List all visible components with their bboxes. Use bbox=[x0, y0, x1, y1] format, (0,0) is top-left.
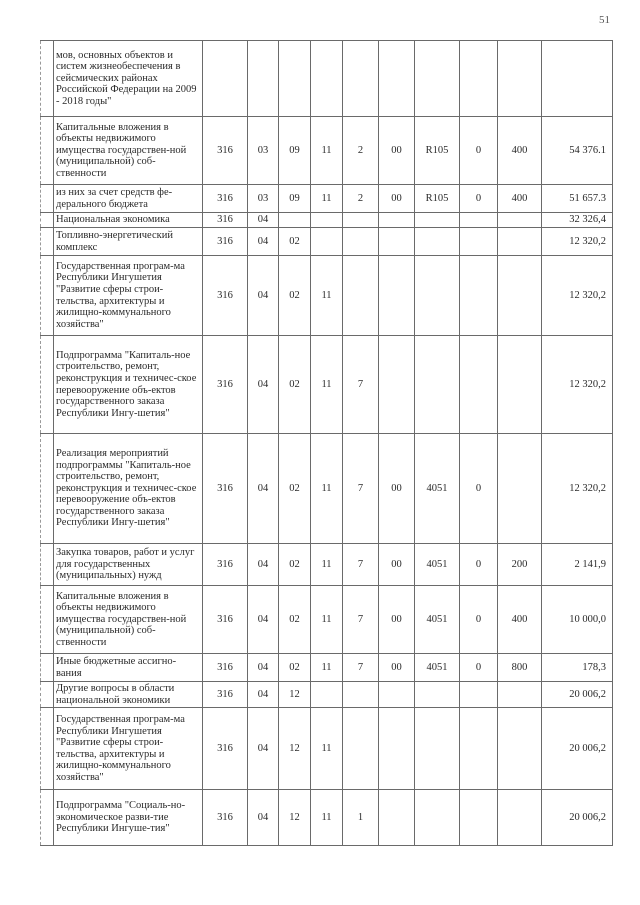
row-margin-cell bbox=[41, 586, 54, 654]
row-program bbox=[311, 682, 343, 708]
row-amount: 32 326,4 bbox=[542, 213, 613, 228]
row-subsection: 02 bbox=[279, 654, 311, 682]
row-direction bbox=[415, 41, 460, 117]
row-main-event: 00 bbox=[379, 185, 415, 213]
row-amount bbox=[542, 41, 613, 117]
row-admin-code: 316 bbox=[203, 434, 248, 544]
row-program: 11 bbox=[311, 117, 343, 185]
row-amount: 178,3 bbox=[542, 654, 613, 682]
row-admin-code: 316 bbox=[203, 654, 248, 682]
row-subsection: 12 bbox=[279, 708, 311, 790]
row-subsection: 09 bbox=[279, 185, 311, 213]
row-section: 04 bbox=[248, 228, 279, 256]
row-direction: 4051 bbox=[415, 654, 460, 682]
row-name: Капитальные вложения в объекты недвижимого имущества государствен-ной (муниципальной) соб-ственности bbox=[54, 586, 203, 654]
row-subsection: 09 bbox=[279, 117, 311, 185]
row-direction: 4051 bbox=[415, 586, 460, 654]
table-row bbox=[41, 708, 613, 790]
row-margin-cell bbox=[41, 41, 54, 117]
row-subsection: 02 bbox=[279, 586, 311, 654]
row-subsection bbox=[279, 213, 311, 228]
row-name: Государственная програм-ма Республики Ингушетия "Развитие сферы строи-тельства, архитектуры и жилищно-коммунального хозяйства" bbox=[54, 708, 203, 790]
row-expense-type bbox=[498, 41, 542, 117]
row-subprogram bbox=[343, 213, 379, 228]
row-subprogram: 2 bbox=[343, 117, 379, 185]
row-program: 11 bbox=[311, 256, 343, 336]
row-admin-code: 316 bbox=[203, 682, 248, 708]
row-margin-cell bbox=[41, 682, 54, 708]
row-admin-code: 316 bbox=[203, 708, 248, 790]
row-subsection bbox=[279, 41, 311, 117]
row-program: 11 bbox=[311, 336, 343, 434]
row-subsection: 02 bbox=[279, 228, 311, 256]
row-name: мов, основных объектов и систем жизнеобеспечения в сейсмических районах Российской Федерации на 2009 - 2018 годы" bbox=[54, 41, 203, 117]
row-subsection: 02 bbox=[279, 336, 311, 434]
row-subprogram bbox=[343, 682, 379, 708]
row-margin-cell bbox=[41, 256, 54, 336]
row-margin-cell bbox=[41, 790, 54, 846]
row-amount: 54 376.1 bbox=[542, 117, 613, 185]
row-event bbox=[460, 336, 498, 434]
row-event bbox=[460, 228, 498, 256]
row-section: 04 bbox=[248, 434, 279, 544]
table-row bbox=[41, 434, 613, 544]
row-section: 04 bbox=[248, 336, 279, 434]
row-admin-code: 316 bbox=[203, 228, 248, 256]
row-direction bbox=[415, 256, 460, 336]
row-direction: R105 bbox=[415, 185, 460, 213]
row-subsection: 12 bbox=[279, 790, 311, 846]
table-row bbox=[41, 336, 613, 434]
row-main-event bbox=[379, 682, 415, 708]
row-section: 03 bbox=[248, 185, 279, 213]
row-margin-cell bbox=[41, 708, 54, 790]
row-direction: R105 bbox=[415, 117, 460, 185]
row-direction bbox=[415, 336, 460, 434]
row-amount: 12 320,2 bbox=[542, 336, 613, 434]
row-main-event bbox=[379, 213, 415, 228]
row-margin-cell bbox=[41, 117, 54, 185]
row-amount: 12 320,2 bbox=[542, 434, 613, 544]
row-section: 04 bbox=[248, 654, 279, 682]
row-expense-type: 200 bbox=[498, 544, 542, 586]
table-row bbox=[41, 256, 613, 336]
row-name: Другие вопросы в области национальной экономики bbox=[54, 682, 203, 708]
row-event: 0 bbox=[460, 544, 498, 586]
row-event: 0 bbox=[460, 586, 498, 654]
row-expense-type bbox=[498, 790, 542, 846]
row-expense-type bbox=[498, 708, 542, 790]
row-admin-code: 316 bbox=[203, 586, 248, 654]
row-program: 11 bbox=[311, 544, 343, 586]
row-subprogram bbox=[343, 228, 379, 256]
page-number: 51 bbox=[599, 14, 610, 26]
row-program: 11 bbox=[311, 586, 343, 654]
row-expense-type bbox=[498, 434, 542, 544]
row-main-event: 00 bbox=[379, 117, 415, 185]
row-margin-cell bbox=[41, 213, 54, 228]
row-section: 04 bbox=[248, 790, 279, 846]
row-amount: 12 320,2 bbox=[542, 228, 613, 256]
table-row bbox=[41, 654, 613, 682]
row-margin-cell bbox=[41, 544, 54, 586]
row-direction: 4051 bbox=[415, 434, 460, 544]
row-amount: 20 006,2 bbox=[542, 682, 613, 708]
row-admin-code: 316 bbox=[203, 790, 248, 846]
row-event: 0 bbox=[460, 654, 498, 682]
row-subprogram: 1 bbox=[343, 790, 379, 846]
row-margin-cell bbox=[41, 185, 54, 213]
row-admin-code: 316 bbox=[203, 336, 248, 434]
row-direction bbox=[415, 790, 460, 846]
table-row bbox=[41, 213, 613, 228]
row-program: 11 bbox=[311, 790, 343, 846]
row-expense-type bbox=[498, 256, 542, 336]
row-name: Подпрограмма "Социаль-но-экономическое разви-тие Республики Ингуше-тия" bbox=[54, 790, 203, 846]
row-subprogram: 7 bbox=[343, 434, 379, 544]
row-main-event: 00 bbox=[379, 654, 415, 682]
row-name: Иные бюджетные ассигно-вания bbox=[54, 654, 203, 682]
row-section: 03 bbox=[248, 117, 279, 185]
table-row bbox=[41, 41, 613, 117]
row-direction bbox=[415, 213, 460, 228]
row-margin-cell bbox=[41, 654, 54, 682]
row-main-event: 00 bbox=[379, 586, 415, 654]
row-margin-cell bbox=[41, 434, 54, 544]
row-program: 11 bbox=[311, 654, 343, 682]
row-name: Государственная програм-ма Республики Ингушетия "Развитие сферы строи-тельства, архитектуры и жилищно-коммунального хозяйства" bbox=[54, 256, 203, 336]
row-margin-cell bbox=[41, 336, 54, 434]
row-expense-type: 400 bbox=[498, 117, 542, 185]
row-margin-cell bbox=[41, 228, 54, 256]
row-event bbox=[460, 682, 498, 708]
row-expense-type: 400 bbox=[498, 586, 542, 654]
row-expense-type bbox=[498, 336, 542, 434]
row-amount: 12 320,2 bbox=[542, 256, 613, 336]
row-main-event: 00 bbox=[379, 544, 415, 586]
table-row bbox=[41, 586, 613, 654]
row-main-event bbox=[379, 708, 415, 790]
row-main-event bbox=[379, 790, 415, 846]
row-expense-type: 400 bbox=[498, 185, 542, 213]
row-main-event bbox=[379, 228, 415, 256]
row-direction bbox=[415, 708, 460, 790]
row-subprogram bbox=[343, 256, 379, 336]
row-name: Топливно-энергетический комплекс bbox=[54, 228, 203, 256]
row-name: Капитальные вложения в объекты недвижимого имущества государствен-ной (муниципальной) соб-ственности bbox=[54, 117, 203, 185]
row-event bbox=[460, 790, 498, 846]
row-event: 0 bbox=[460, 117, 498, 185]
row-event bbox=[460, 256, 498, 336]
row-program bbox=[311, 213, 343, 228]
row-section bbox=[248, 41, 279, 117]
row-subprogram: 7 bbox=[343, 654, 379, 682]
row-main-event bbox=[379, 256, 415, 336]
table-row bbox=[41, 228, 613, 256]
row-event: 0 bbox=[460, 434, 498, 544]
table-row bbox=[41, 185, 613, 213]
row-subsection: 02 bbox=[279, 434, 311, 544]
row-admin-code bbox=[203, 41, 248, 117]
row-subprogram bbox=[343, 708, 379, 790]
row-expense-type bbox=[498, 682, 542, 708]
row-section: 04 bbox=[248, 586, 279, 654]
row-program: 11 bbox=[311, 185, 343, 213]
row-subprogram: 2 bbox=[343, 185, 379, 213]
row-admin-code: 316 bbox=[203, 213, 248, 228]
row-name: Закупка товаров, работ и услуг для государственных (муниципальных) нужд bbox=[54, 544, 203, 586]
row-subprogram: 7 bbox=[343, 586, 379, 654]
row-expense-type bbox=[498, 213, 542, 228]
row-program bbox=[311, 228, 343, 256]
row-main-event bbox=[379, 41, 415, 117]
row-amount: 20 006,2 bbox=[542, 708, 613, 790]
row-admin-code: 316 bbox=[203, 256, 248, 336]
row-section: 04 bbox=[248, 708, 279, 790]
table-row bbox=[41, 682, 613, 708]
row-program: 11 bbox=[311, 434, 343, 544]
row-name: из них за счет средств фе-дерального бюджета bbox=[54, 185, 203, 213]
row-name: Подпрограмма "Капиталь-ное строительство, ремонт, реконструкция и техничес-ское перевооружение объ-ектов государственного заказа Республики Ингу-шетия" bbox=[54, 336, 203, 434]
row-name: Национальная экономика bbox=[54, 213, 203, 228]
row-program: 11 bbox=[311, 708, 343, 790]
row-subsection: 12 bbox=[279, 682, 311, 708]
row-direction bbox=[415, 228, 460, 256]
row-subsection: 02 bbox=[279, 544, 311, 586]
table-row bbox=[41, 117, 613, 185]
row-subsection: 02 bbox=[279, 256, 311, 336]
row-section: 04 bbox=[248, 682, 279, 708]
row-event bbox=[460, 41, 498, 117]
row-subprogram bbox=[343, 41, 379, 117]
row-admin-code: 316 bbox=[203, 117, 248, 185]
row-amount: 20 006,2 bbox=[542, 790, 613, 846]
row-admin-code: 316 bbox=[203, 544, 248, 586]
row-direction: 4051 bbox=[415, 544, 460, 586]
row-amount: 2 141,9 bbox=[542, 544, 613, 586]
table-row bbox=[41, 790, 613, 846]
row-event bbox=[460, 213, 498, 228]
row-admin-code: 316 bbox=[203, 185, 248, 213]
row-section: 04 bbox=[248, 544, 279, 586]
row-main-event: 00 bbox=[379, 434, 415, 544]
row-subprogram: 7 bbox=[343, 336, 379, 434]
row-subprogram: 7 bbox=[343, 544, 379, 586]
row-program bbox=[311, 41, 343, 117]
row-event: 0 bbox=[460, 185, 498, 213]
budget-table bbox=[40, 40, 613, 846]
row-section: 04 bbox=[248, 256, 279, 336]
row-direction bbox=[415, 682, 460, 708]
row-event bbox=[460, 708, 498, 790]
row-main-event bbox=[379, 336, 415, 434]
row-amount: 10 000,0 bbox=[542, 586, 613, 654]
row-amount: 51 657.3 bbox=[542, 185, 613, 213]
row-expense-type: 800 bbox=[498, 654, 542, 682]
row-section: 04 bbox=[248, 213, 279, 228]
row-name: Реализация мероприятий подпрограммы "Капиталь-ное строительство, ремонт, реконструкция и техничес-ское перевооружение объ-ектов государственного заказа Республики Ингу-шетия" bbox=[54, 434, 203, 544]
table-row bbox=[41, 544, 613, 586]
row-expense-type bbox=[498, 228, 542, 256]
